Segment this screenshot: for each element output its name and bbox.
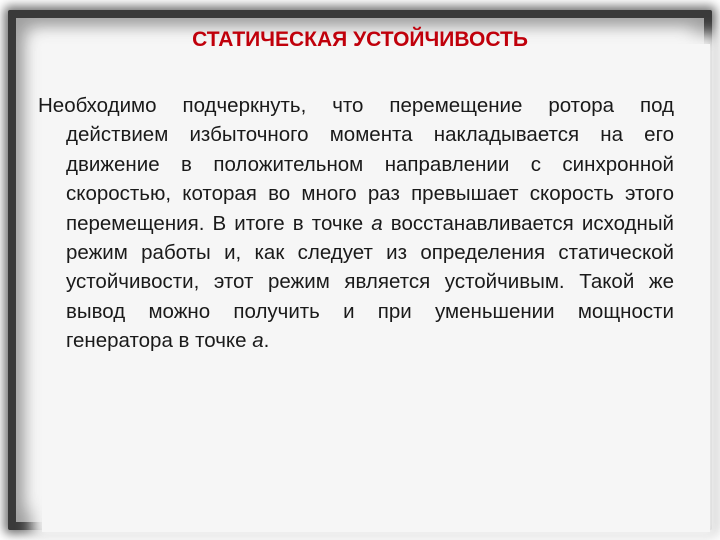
point-a-label-1: а bbox=[371, 211, 383, 235]
paragraph-text-part-3: . bbox=[263, 329, 270, 353]
slide-title: СТАТИЧЕСКАЯ УСТОЙЧИВОСТЬ bbox=[192, 28, 528, 51]
paragraph-text-part-1: Необходимо подчеркнуть, что перемещение ротора под действием избыточного момента накладывается на его движение в положительном направлении с синхронной скоростью, которая во много раз превышает скорость этого перемещения. В итоге в точке bbox=[38, 94, 674, 235]
point-a-label-2: а bbox=[252, 329, 264, 353]
slide-body-paragraph bbox=[38, 91, 674, 356]
paragraph-text-part-2: восстанавливается исходный режим работы и, как следует из определения статической устойчивости, этот режим является устойчивым. Такой же вывод можно получить и при уменьшении мощности генератора в точке bbox=[66, 211, 675, 353]
